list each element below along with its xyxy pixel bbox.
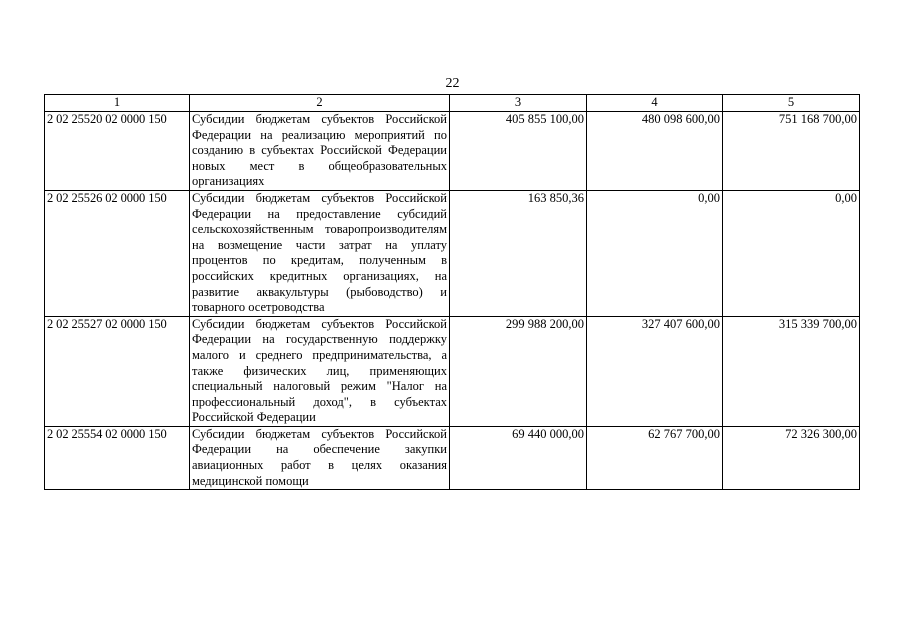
table-row xyxy=(45,316,860,426)
budget-revenue-table xyxy=(44,94,860,490)
table-row xyxy=(45,112,860,191)
amount-col3-cell: 405 855 100,00 xyxy=(450,112,587,191)
column-header-2: 2 xyxy=(190,95,450,112)
amount-col3-cell: 69 440 000,00 xyxy=(450,426,587,489)
amount-col4-cell: 327 407 600,00 xyxy=(587,316,723,426)
table-row xyxy=(45,426,860,489)
amount-col3-cell: 163 850,36 xyxy=(450,190,587,316)
amount-col5-cell: 72 326 300,00 xyxy=(723,426,860,489)
amount-col5-cell: 751 168 700,00 xyxy=(723,112,860,191)
amount-col5-cell: 0,00 xyxy=(723,190,860,316)
description-cell: Субсидии бюджетам субъектов Российской Федерации на реализацию мероприятий по созданию в субъектах Российской Федерации новых мест в общеобразовательных организациях xyxy=(190,112,450,191)
column-header-5: 5 xyxy=(723,95,860,112)
budget-code-cell: 2 02 25527 02 0000 150 xyxy=(45,316,190,426)
amount-col4-cell: 480 098 600,00 xyxy=(587,112,723,191)
description-cell: Субсидии бюджетам субъектов Российской Федерации на государственную поддержку малого и среднего предпринимательства, а также физических лиц, применяющих специальный налоговый режим "Налог на профессиональный доход", в субъектах Российской Федерации xyxy=(190,316,450,426)
amount-col5-cell: 315 339 700,00 xyxy=(723,316,860,426)
budget-code-cell: 2 02 25520 02 0000 150 xyxy=(45,112,190,191)
description-cell: Субсидии бюджетам субъектов Российской Федерации на обеспечение закупки авиационных работ в целях оказания медицинской помощи xyxy=(190,426,450,489)
column-header-4: 4 xyxy=(587,95,723,112)
column-header-3: 3 xyxy=(450,95,587,112)
amount-col4-cell: 62 767 700,00 xyxy=(587,426,723,489)
amount-col4-cell: 0,00 xyxy=(587,190,723,316)
amount-col3-cell: 299 988 200,00 xyxy=(450,316,587,426)
page-number: 22 xyxy=(445,76,460,91)
budget-code-cell: 2 02 25554 02 0000 150 xyxy=(45,426,190,489)
table-row xyxy=(45,190,860,316)
description-cell: Субсидии бюджетам субъектов Российской Федерации на предоставление субсидий сельскохозяйственным товаропроизводителям на возмещение части затрат на уплату процентов по кредитам, полученным в российских кредитных организациях, на развитие аквакультуры (рыбоводство) и товарного осетроводства xyxy=(190,190,450,316)
budget-code-cell: 2 02 25526 02 0000 150 xyxy=(45,190,190,316)
column-header-1: 1 xyxy=(45,95,190,112)
table-header-row xyxy=(45,95,860,112)
